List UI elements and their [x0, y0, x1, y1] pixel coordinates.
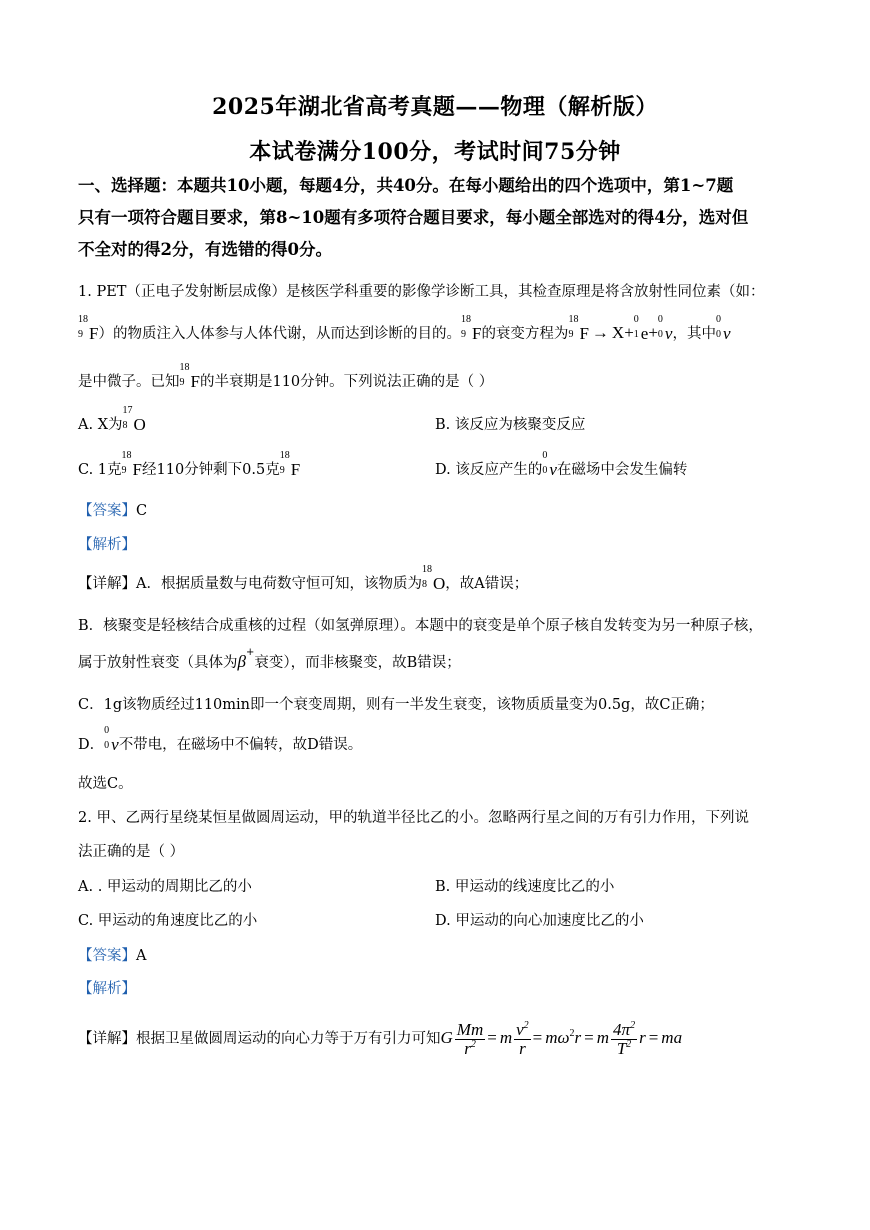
- q2-stem-line-2: 法正确的是（ ）: [78, 844, 185, 860]
- q1-stem-line-1: 1. PET（正电子发射断层成像）是核医学科重要的影像学诊断工具，其检查原理是将含放射性同位素（如：: [78, 284, 765, 300]
- isotope-F18: 18 9 F: [279, 450, 301, 479]
- page-title: 2025年湖北省高考真题——物理（解析版）: [212, 94, 658, 120]
- q1-detail-a: 【详解】A．根据质量数与电荷数守恒可知，该物质为 18 8 O，故A错误；: [78, 564, 529, 593]
- isotope-O17: 17 8 O: [122, 405, 146, 434]
- neutrino-symbol: 0 0 ν: [542, 450, 557, 479]
- answer-label: 【答案】: [78, 948, 136, 964]
- q2-option-b: B. 甲运动的线速度比乙的小: [435, 879, 615, 895]
- q2-option-a: A. . 甲运动的周期比乙的小: [78, 879, 252, 895]
- q2-option-d: D. 甲运动的向心加速度比乙的小: [435, 913, 644, 929]
- q1-detail-b-line-2: 属于放射性衰变（具体为β+衰变），而非核聚变，故B错误；: [78, 647, 461, 671]
- page-subtitle: 本试卷满分100分，考试时间75分钟: [249, 139, 621, 165]
- q2-detail: 【详解】根据卫星做圆周运动的向心力等于万有引力可知G $\frac{Mm}{r^2}$ = m $\frac{v^2}{r}$ = $m\omega^2r = m$ $\frac{4\pi^2}{T^2}$ r = ma: [78, 1019, 683, 1058]
- q1-detail-d: D． 0 0 ν不带电，在磁场中不偏转，故D错误。: [78, 725, 363, 754]
- q2-analysis-label: 【解析】: [78, 981, 136, 997]
- q1-option-c: C. 1克 18 9 F经110分钟剩下0.5克 18 9 F: [78, 450, 301, 479]
- q2-option-c: C. 甲运动的角速度比乙的小: [78, 913, 258, 929]
- q2-stem-line-1: 2. 甲、乙两行星绕某恒星做圆周运动，甲的轨道半径比乙的小。忽略两行星之间的万有引力作用，下列说: [78, 810, 749, 826]
- q1-detail-c: C．1g该物质经过110min即一个衰变周期，则有一半发生衰变，该物质质量变为0.5g，故C正确；: [78, 697, 714, 713]
- section-heading-line-3: 不全对的得2分，有选错的得0分。: [78, 240, 332, 259]
- isotope-O18: 18 8 O: [421, 564, 446, 593]
- q1-answer: 【答案】C: [78, 503, 148, 519]
- q1-option-a: A. X为 17 8 O: [78, 405, 146, 434]
- answer-label: 【答案】: [78, 503, 136, 519]
- q1-option-d: D. 该反应产生的 0 0 ν在磁场中会发生偏转: [435, 450, 688, 479]
- section-heading-line-1: 一、选择题：本题共10小题，每题4分，共40分。在每小题给出的四个选项中，第1~7题: [78, 176, 734, 195]
- neutrino-symbol: 0 0 ν: [715, 314, 731, 343]
- isotope-F18: 18 9 F: [78, 314, 99, 343]
- isotope-F18: 18 9 F: [179, 362, 200, 391]
- q1-analysis-label: 【解析】: [78, 537, 136, 553]
- q1-stem-line-2: 18 9 F）的物质注入人体参与人体代谢，从而达到诊断的目的。 18 9 F的衰变方程为 18 9 F → X+ 0 1 e+ 0 0 ν，其中 0 0 ν: [78, 314, 731, 344]
- q1-option-b: B. 该反应为核聚变反应: [435, 417, 586, 433]
- q1-stem-line-3: 是中微子。已知 18 9 F的半衰期是110分钟。下列说法正确的是（ ）: [78, 362, 494, 391]
- gravitation-formula: G $\frac{Mm}{r^2}$ = m $\frac{v^2}{r}$ = $m\omega^2r = m$ $\frac{4\pi^2}{T^2}$ r = ma: [440, 1019, 683, 1058]
- q1-detail-b-line-1: B．核聚变是轻核结合成重核的过程（如氢弹原理）。本题中的衰变是单个原子核自发转变为另一种原子核，: [78, 618, 763, 634]
- decay-equation: 18 9 F → X+ 0 1 e+ 0 0 ν: [568, 314, 673, 344]
- isotope-F18: 18 9 F: [460, 314, 482, 343]
- q2-answer: 【答案】A: [78, 948, 147, 964]
- neutrino-symbol: 0 0 ν: [104, 725, 119, 754]
- isotope-F18: 18 9 F: [121, 450, 142, 479]
- q1-conclusion: 故选C。: [78, 776, 133, 792]
- section-heading-line-2: 只有一项符合题目要求，第8~10题有多项符合题目要求，每小题全部选对的得4分，选对但: [78, 208, 749, 227]
